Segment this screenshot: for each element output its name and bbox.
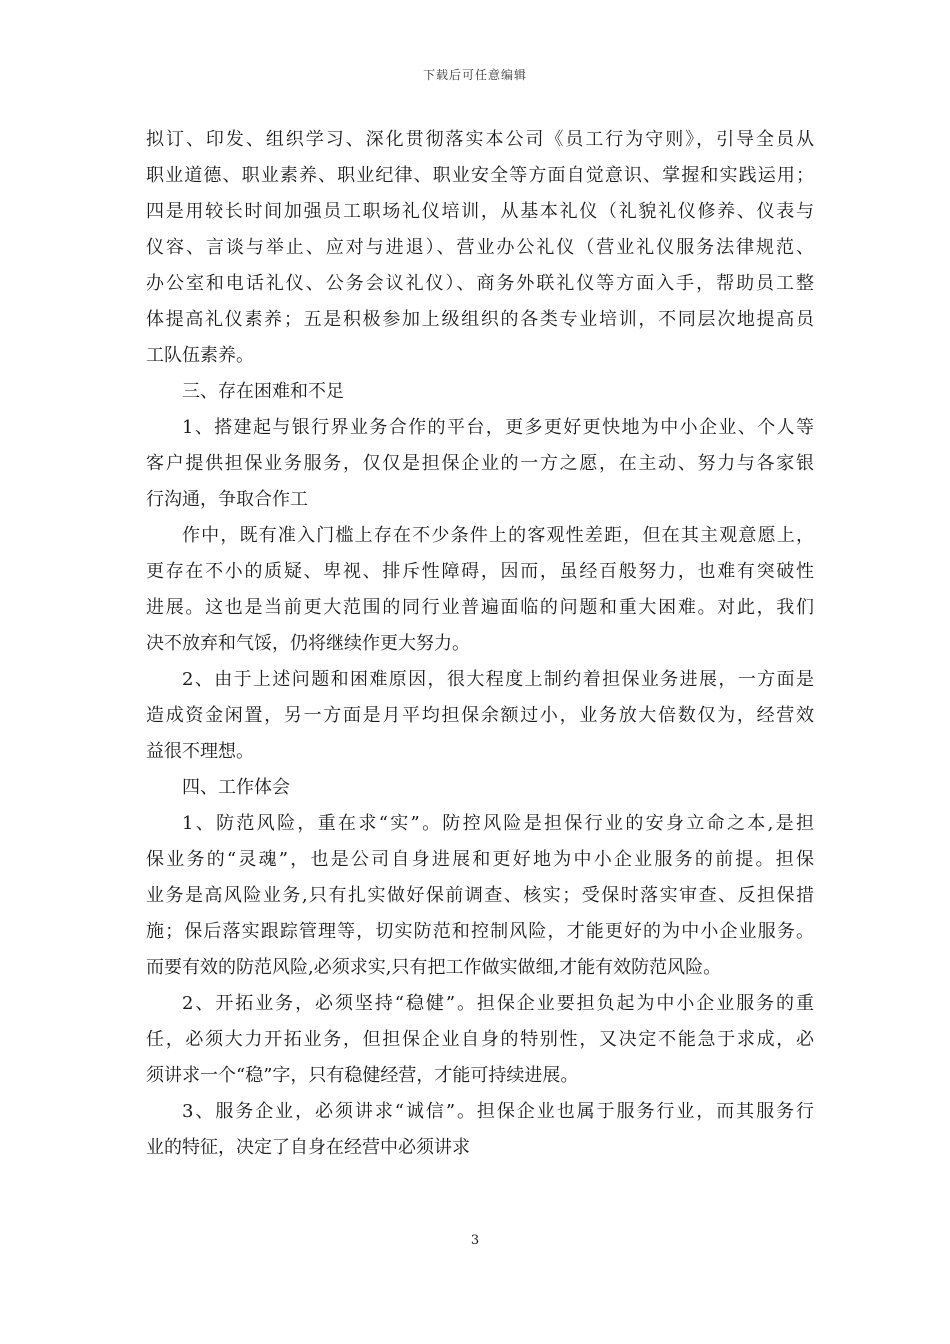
text-line: 1、搭建起与银行界业务合作的平台，更多更好更快地为中小企业、个人等	[182, 417, 814, 438]
page-number: 3	[470, 1233, 480, 1248]
text-line: 职业道德、职业素养、职业纪律、职业安全等方面自觉意识、掌握和实践运用；	[146, 165, 814, 186]
text-line: 业务是高风险业务,只有扎实做好保前调查、核实；受保时落实审查、反担保措	[146, 885, 814, 906]
text-line: 四是用较长时间加强员工职场礼仪培训，从基本礼仪（礼貌礼仪修养、仪表与	[146, 201, 814, 222]
text-line: 拟订、印发、组织学习、深化贯彻落实本公司《员工行为守则》，引导全员从	[146, 129, 814, 150]
text-line: 2、由于上述问题和困难原因，很大程度上制约着担保业务进展，一方面是	[182, 669, 814, 690]
text-line: 进展。这也是当前更大范围的同行业普遍面临的问题和重大困难。对此，我们	[146, 597, 814, 618]
text-line: 决不放弃和气馁，仍将继续作更大努力。	[146, 633, 470, 654]
text-line: 造成资金闲置，另一方面是月平均担保余额过小，业务放大倍数仅为，经营效	[146, 705, 814, 726]
document-body	[146, 122, 814, 1166]
text-line: 行沟通，争取合作工	[146, 489, 308, 510]
text-line: 业的特征，决定了自身在经营中必须讲求	[146, 1137, 470, 1158]
text-line: 客户提供担保业务服务，仅仅是担保企业的一方之愿，在主动、努力与各家银	[146, 453, 814, 474]
text-line: 体提高礼仪素养；五是积极参加上级组织的各类专业培训，不同层次地提高员	[146, 309, 814, 330]
section-heading: 三、存在困难和不足	[182, 381, 344, 402]
text-line: 1、防范风险，重在求“实”。防控风险是担保行业的安身立命之本,是担	[182, 813, 814, 834]
section-heading: 四、工作体会	[182, 777, 290, 798]
text-line: 施；保后落实跟踪管理等，切实防范和控制风险，才能更好的为中小企业服务。	[146, 921, 814, 942]
text-line: 保业务的“灵魂”，也是公司自身进展和更好地为中小企业服务的前提。担保	[146, 849, 814, 870]
text-line: 工队伍素养。	[146, 345, 254, 366]
text-line: 益很不理想。	[146, 741, 254, 762]
page-header: 下载后可任意编辑	[422, 68, 527, 82]
text-line: 作中，既有准入门槛上存在不少条件上的客观性差距，但在其主观意愿上，	[182, 525, 814, 546]
text-line: 3、服务企业，必须讲求“诚信”。担保企业也属于服务行业，而其服务行	[182, 1101, 814, 1122]
text-line: 而要有效的防范风险,必须求实,只有把工作做实做细,才能有效防范风险。	[146, 957, 722, 978]
text-line: 任，必须大力开拓业务，但担保企业自身的特别性，又决定不能急于求成，必	[146, 1029, 814, 1050]
text-line: 2、开拓业务，必须坚持“稳健”。担保企业要担负起为中小企业服务的重	[182, 993, 814, 1014]
text-line: 须讲求一个“稳”字，只有稳健经营，才能可持续进展。	[146, 1065, 579, 1086]
text-line: 仪容、言谈与举止、应对与进退）、营业办公礼仪（营业礼仪服务法律规范、	[146, 237, 814, 258]
text-line: 更存在不小的质疑、卑视、排斥性障碍，因而，虽经百般努力，也难有突破性	[146, 561, 814, 582]
text-line: 办公室和电话礼仪、公务会议礼仪）、商务外联礼仪等方面入手，帮助员工整	[146, 273, 814, 294]
